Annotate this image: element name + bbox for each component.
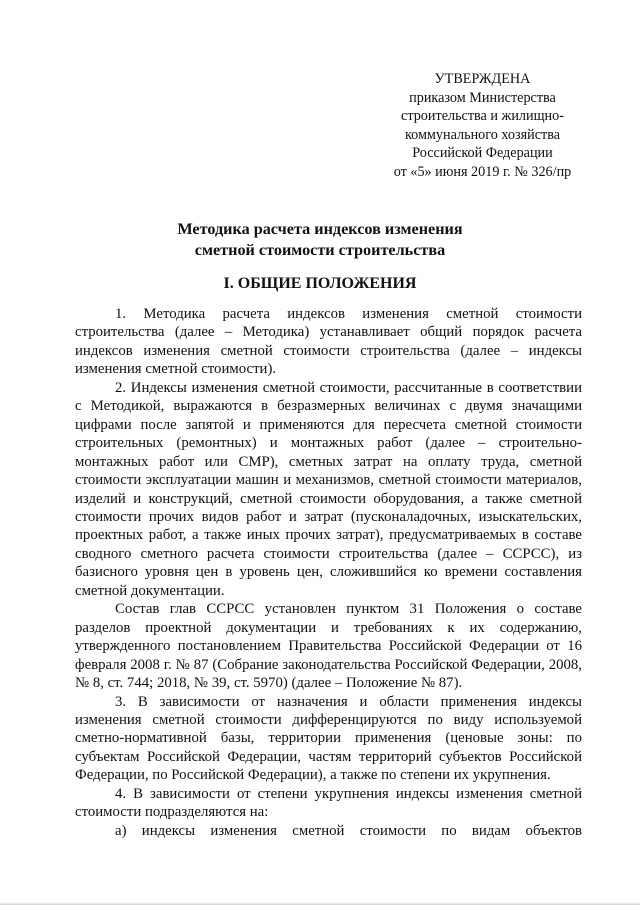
paragraph-2: 2. Индексы изменения сметной стоимости, рассчитанные в соответствии с Методикой, выражаются в безразмерных величинах с двумя значащими цифрами после запятой и применяются для пересчета сметной стоимости строительных (ремонтных) и монтажных работ (далее – строительно-монтажных работ или СМР), сметных затрат на оплату труда, сметной стоимости эксплуатации машин и механизмов, сметной стоимости материалов, изделий и конструкций, сметной стоимости оборудования, а также сметной стоимости прочих видов работ и затрат (пусконаладочных, изыскательских, проектных работ, а также иных прочих затрат), предусматриваемых в составе сводного сметного расчета стоимости строительства (далее – ССРСС), из базисного уровня цен в уровень цен, сложившийся ко времени составления сметной документации. bbox=[75, 379, 582, 599]
document-title bbox=[0, 219, 640, 261]
document-title-line-1: Методика расчета индексов изменения bbox=[177, 220, 463, 238]
approval-line: строительства и жилищно- bbox=[401, 108, 564, 125]
approval-status: УТВЕРЖДЕНА bbox=[434, 71, 531, 87]
section-heading: I. ОБЩИЕ ПОЛОЖЕНИЯ bbox=[223, 275, 417, 292]
paragraph-3: Состав глав ССРСС установлен пунктом 31 Положения о составе разделов проектной документации и требованиях к их содержанию, утвержденного постановлением Правительства Российской Федерации от 16 февраля 2008 г. № 87 (Собрание законодательства Российской Федерации, 2008, № 8, ст. 744; 2018, № 39, ст. 5970) (далее – Положение № 87). bbox=[75, 601, 582, 692]
paragraph-1: 1. Методика расчета индексов изменения сметной стоимости строительства (далее – Методика) устанавливает общий порядок расчета индексов изменения сметной стоимости строительства (далее – индексы изменения сметной стоимости). bbox=[75, 306, 582, 378]
approval-block bbox=[380, 70, 585, 182]
approval-line: Российской Федерации bbox=[412, 145, 553, 162]
paragraph-6: а) индексы изменения сметной стоимости по видам объектов bbox=[115, 822, 582, 839]
document-body bbox=[75, 305, 582, 840]
paragraph-5: 4. В зависимости от степени укрупнения индексы изменения сметной стоимости подразделяются на: bbox=[75, 785, 582, 821]
approval-order-date: от «5» июня 2019 г. № 326/пр bbox=[393, 163, 572, 180]
approval-line: приказом Министерства bbox=[409, 89, 556, 106]
document-title-line-2: сметной стоимости строительства bbox=[194, 241, 446, 259]
approval-line: коммунального хозяйства bbox=[404, 126, 561, 143]
paragraph-4: 3. В зависимости от назначения и области применения индексы изменения сметной стоимости дифференцируются по виду используемой сметно-нормативной базы, территории применения (ценовые зоны: по субъектам Российской Федерации, частям территорий субъектов Российской Федерации, по Российской Федерации), а также по степени их укрупнения. bbox=[75, 693, 582, 784]
